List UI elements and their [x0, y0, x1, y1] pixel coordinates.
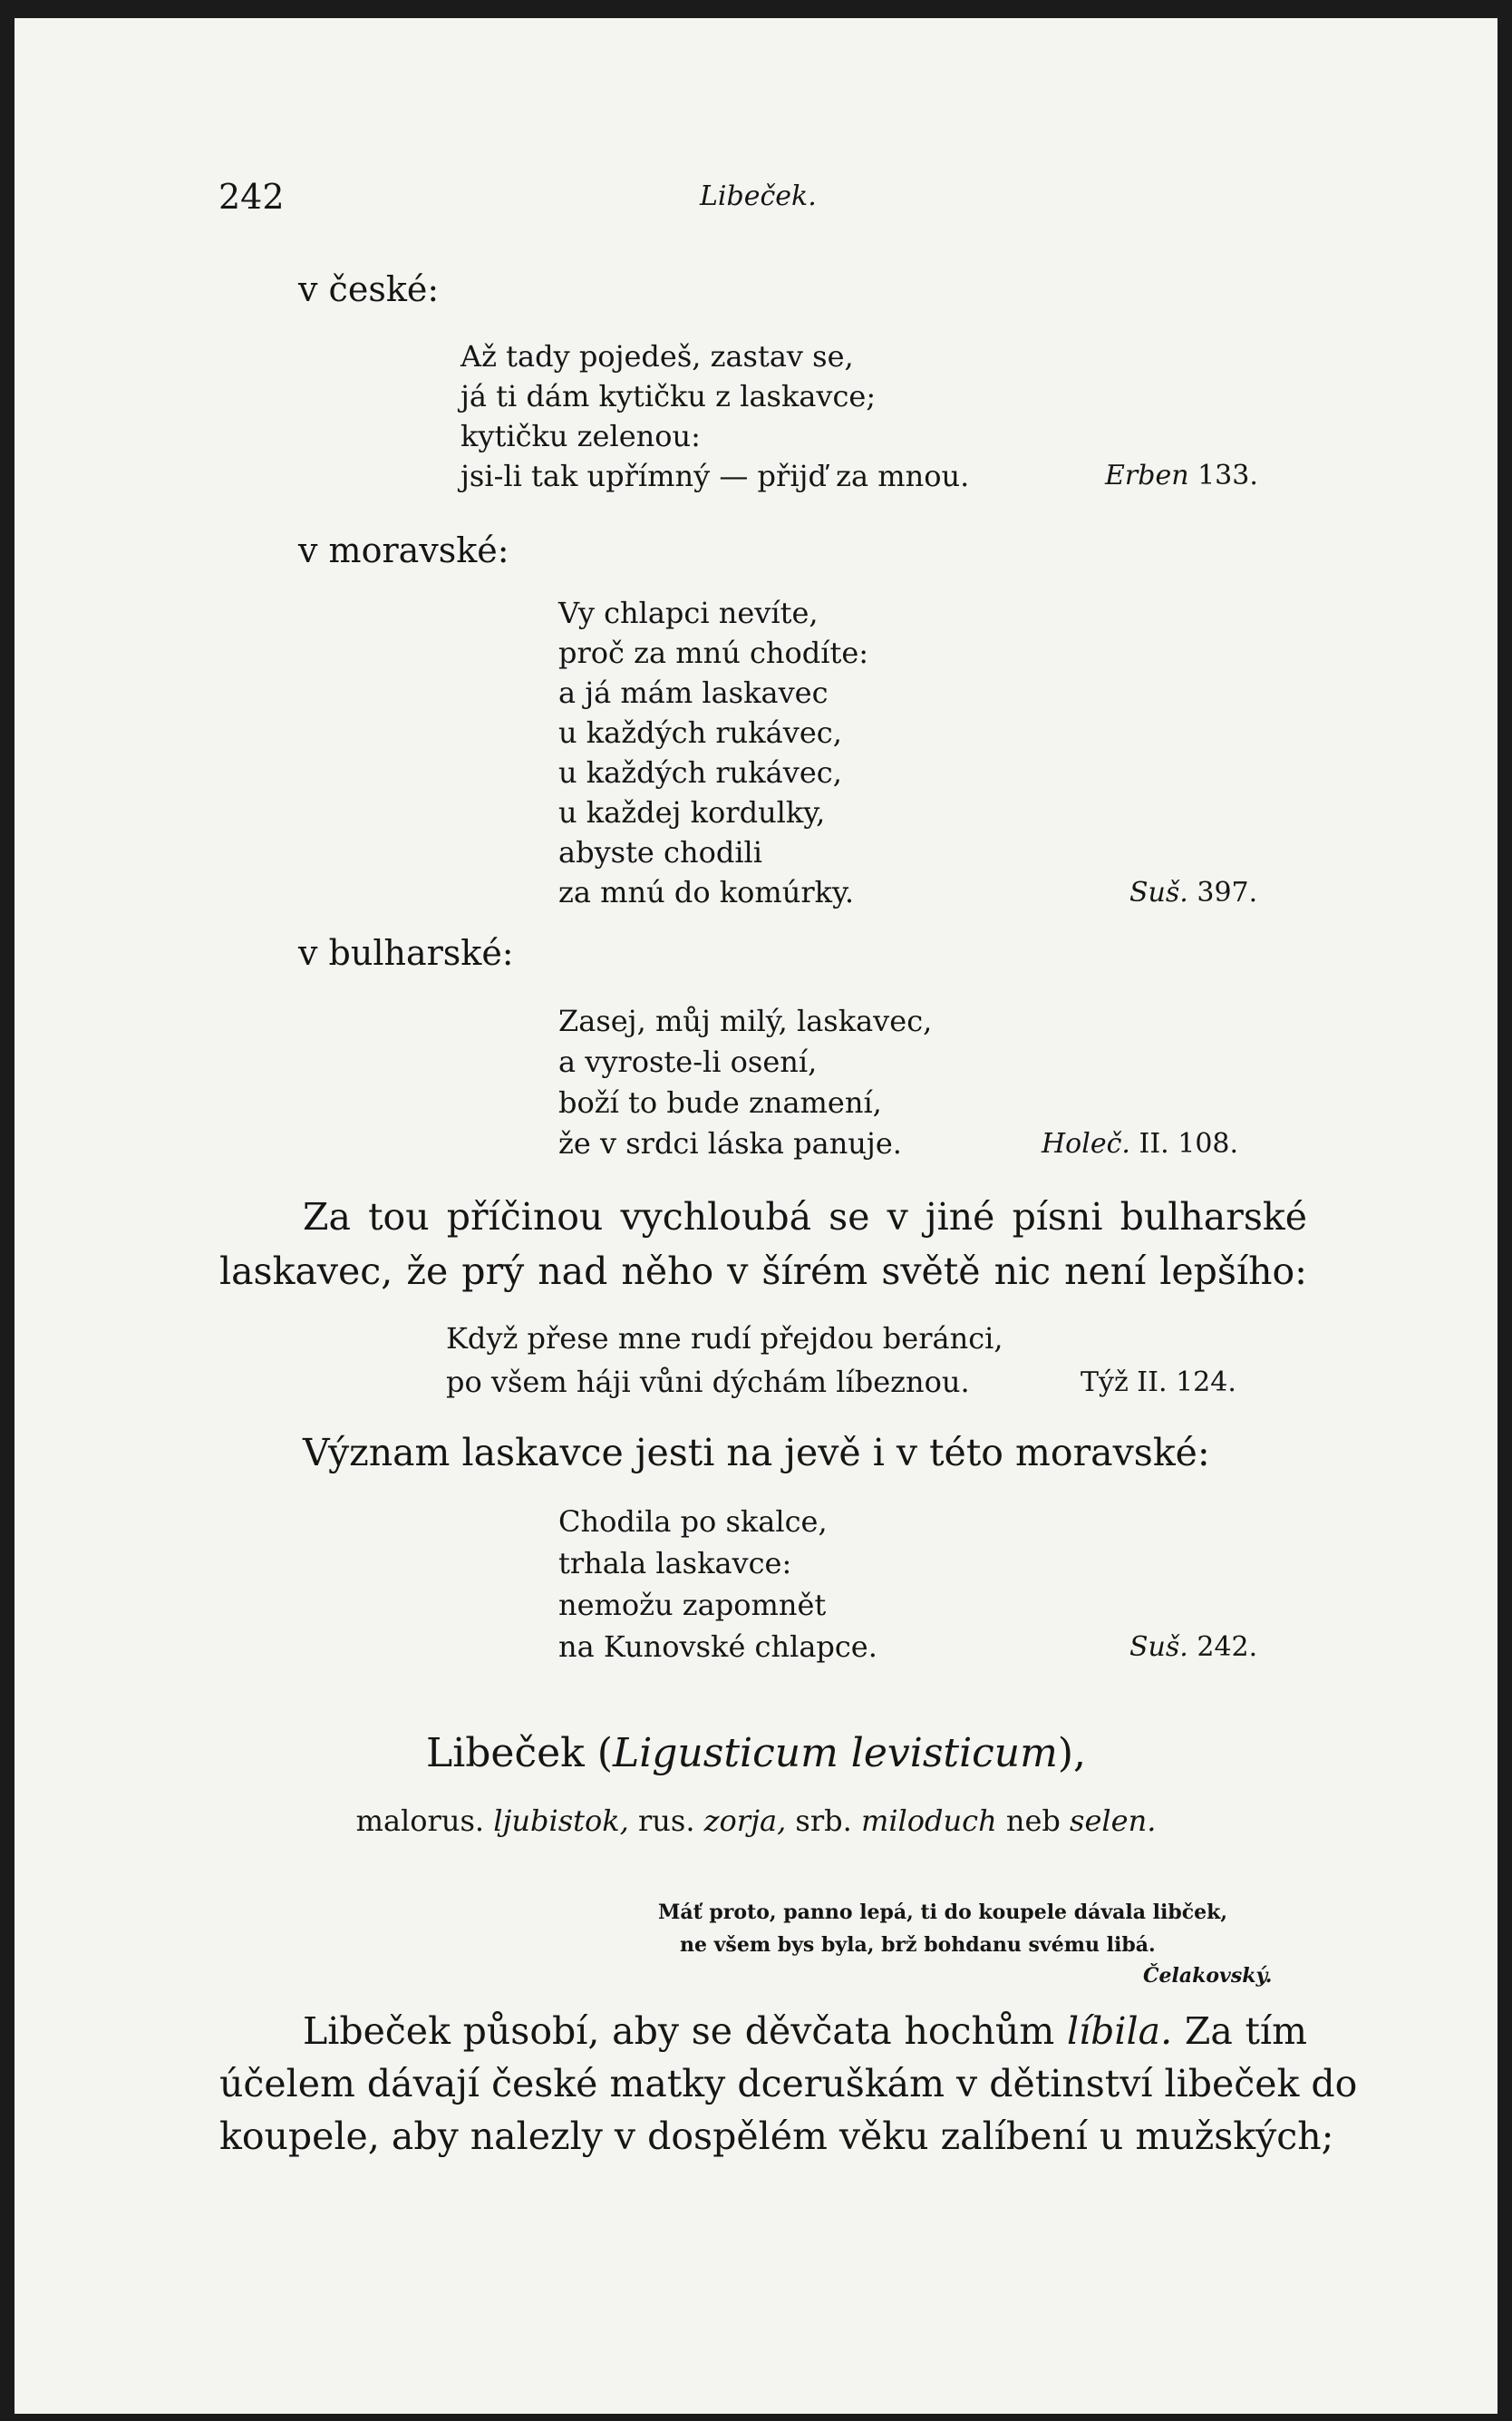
name-malorus: ljubistok,: [493, 1804, 629, 1838]
verse-line: kytičku zelenou:: [460, 419, 701, 453]
verse-line: jsi-li tak upřímný — přijď za mnou.: [460, 459, 970, 493]
book-page: [15, 18, 1497, 2414]
citation-source: Suš.: [1129, 1631, 1188, 1663]
quote-line: Když přese mne rudí přejdou beránci,: [446, 1321, 1003, 1356]
citation-ref: 242.: [1197, 1631, 1258, 1663]
body-paragraph-line: laskavec, že prý nad něho v šírém světě nic není lepšího:: [219, 1249, 1307, 1293]
motto-line: Máť proto, panno lepá, ti do koupele dávala libček,: [658, 1901, 1228, 1924]
para-emphasis: líbila.: [1066, 2009, 1173, 2053]
verse-line: proč za mnú chodíte:: [558, 636, 869, 670]
verse-line: já ti dám kytičku z laskavce;: [460, 379, 877, 413]
verse-line: Chodila po skalce,: [558, 1504, 828, 1539]
verse-line: nemožu zapomnět: [558, 1588, 827, 1622]
motto-line: ne všem bys byla, brž bohdanu svému libá.: [680, 1933, 1156, 1957]
name-rus: zorja,: [703, 1804, 787, 1838]
page-number: 242: [218, 177, 285, 217]
verse-line: a vyroste-li osení,: [558, 1045, 818, 1079]
verse-line: u každých rukávec,: [558, 755, 842, 790]
body-paragraph-line: Za tou příčinou vychloubá se v jiné písni bulharské: [303, 1195, 1307, 1239]
name-srb-2: selen.: [1070, 1804, 1157, 1838]
running-title: Libeček.: [700, 180, 817, 212]
verse-line: Zasej, můj milý, laskavec,: [558, 1004, 933, 1038]
verse-line: boží to bude znamení,: [558, 1085, 882, 1120]
entry-name: Libeček: [425, 1730, 585, 1776]
citation-ref: 133.: [1197, 460, 1258, 491]
citation-ref: II. 108.: [1139, 1128, 1239, 1160]
citation: Týž II. 124.: [1081, 1366, 1236, 1398]
para-text: Za tím: [1184, 2009, 1307, 2053]
body-paragraph-line: Význam laskavce jesti na jevě i v této moravské:: [303, 1431, 1210, 1474]
citation: [1129, 877, 1258, 909]
verse-line: u každých rukávec,: [558, 715, 842, 750]
motto-author: Čelakovský.: [1143, 1964, 1273, 1988]
verse-line: u každej kordulky,: [558, 795, 826, 830]
citation-source: Holeč.: [1042, 1128, 1130, 1160]
verse-line: Vy chlapci nevíte,: [558, 596, 819, 630]
lang-malorus: malorus.: [355, 1804, 485, 1838]
verse-line: že v srdci láska panuje.: [558, 1126, 902, 1161]
verse-line: abyste chodili: [558, 835, 763, 870]
citation-source: Suš.: [1129, 877, 1188, 909]
verse-line: Až tady pojedeš, zastav se,: [460, 339, 854, 374]
entry-title: Libeček (Ligusticum levisticum),: [425, 1730, 1087, 1776]
body-paragraph-line: [303, 2009, 1307, 2053]
verse-line: trhala laskavce:: [558, 1546, 792, 1580]
section-label-moravian: v moravské:: [298, 530, 509, 570]
body-paragraph-line: koupele, aby nalezly v dospělém věku zalíbení u mužských;: [219, 2115, 1334, 2158]
section-label-bulgarian: v bulharské:: [298, 933, 514, 973]
section-label-czech: v české:: [298, 269, 440, 309]
entry-latin: Ligusticum levisticum: [612, 1730, 1058, 1776]
name-srb: miloduch: [860, 1804, 997, 1838]
verse-line: za mnú do komúrky.: [558, 875, 855, 909]
citation-source: Erben: [1105, 460, 1189, 491]
quote-line: po všem háji vůni dýchám líbeznou.: [446, 1365, 970, 1399]
citation-ref: 397.: [1197, 877, 1258, 909]
conjunction: neb: [1005, 1804, 1061, 1838]
verse-line: na Kunovské chlapce.: [558, 1629, 877, 1664]
entry-names: [15, 1804, 1497, 1838]
citation: [1105, 462, 1258, 490]
citation: [1042, 1128, 1239, 1160]
lang-rus: rus.: [637, 1804, 695, 1838]
entry-title-close: ),: [1057, 1730, 1087, 1776]
body-paragraph-line: účelem dávají české matky dceruškám v dětinství libeček do: [219, 2062, 1358, 2105]
para-text: Libeček působí, aby se děvčata hochům: [303, 2009, 1055, 2053]
lang-srb: srb.: [795, 1804, 852, 1838]
citation: [1129, 1631, 1258, 1663]
verse-line: a já mám laskavec: [558, 676, 829, 710]
